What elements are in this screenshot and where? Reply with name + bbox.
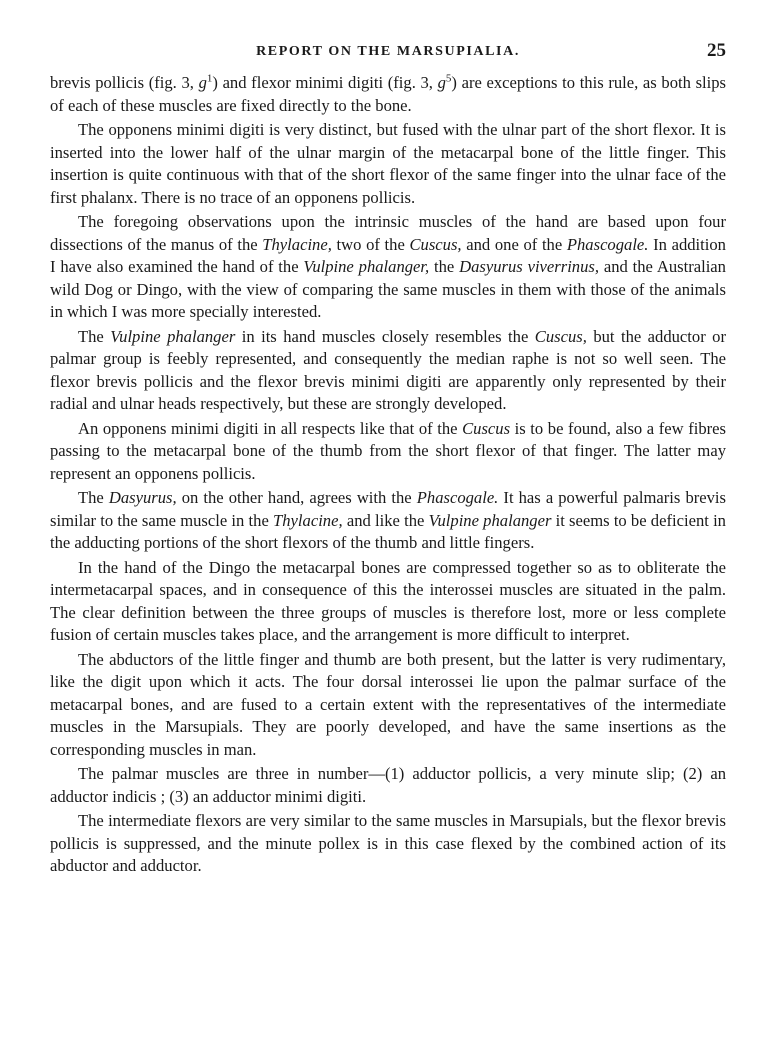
text-run: It has a powerful palmaris brevis similar to the same muscle in the [50,488,727,530]
text-run: it seems to be deficient in the adducting portions of the short flexors of the thumb and little fingers. [50,510,726,552]
italic-term: Cuscus [462,418,511,438]
page [50,38,726,880]
paragraph [50,72,726,117]
text-run: on the other hand, agrees with the [176,488,417,507]
italic-term: g [437,73,446,92]
text-run: An opponens minimi digiti in all respects like that of the [78,418,463,438]
text-run: The foregoing observations upon the intrinsic muscles of the hand are based upon four dissections of the manus of the [50,212,726,254]
running-head [50,38,726,66]
paragraph [50,418,726,486]
italic-term: Phascogale. [566,234,649,254]
text-run: the [429,257,460,276]
paragraph [50,326,726,416]
paragraph [50,557,726,647]
paragraph [50,487,726,555]
italic-term: Vulpine phalanger [110,326,236,346]
text-run: two of the [331,234,410,254]
paragraph [50,763,726,808]
text-run: The opponens minimi digiti is very distinct, but fused with the ulnar part of the short flexor. It is inserted into the lower half of the ulnar margin of the metacarpal bone of the little finger. This insertion is quite continuous with that of the short flexor of the same finger into the ulnar face of the first phalanx. There is no trace of an opponens pollicis. [50,120,726,207]
text-run: In addition I have also examined the hand of the [50,234,726,276]
italic-term: Vulpine phalanger [428,510,552,530]
page-number: 25 [707,40,726,61]
italic-term: g [198,73,207,92]
text-run: but the adductor or palmar group is feebly represented, and consequently the median raphe is not so well seen. The flexor brevis pollicis and the flexor brevis minimi digiti are apparently only represented by their radial and ulnar heads respectively, but these are strongly developed. [50,326,727,413]
text-run: brevis pollicis (fig. 3, [50,73,199,92]
superscript: 1 [206,72,213,85]
italic-term: Phascogale. [416,488,499,507]
italic-term: Vulpine phalanger, [303,257,430,276]
italic-term: Thylacine, [273,510,343,530]
text-run: and the Australian wild Dog or Dingo, with the view of comparing the same muscles in them with those of the animals in which I was more specially interested. [50,257,726,321]
paragraph [50,649,726,762]
paragraph [50,211,726,324]
text-run: in its hand muscles closely resembles the [235,326,535,346]
text-run: The [78,326,111,346]
text-run: The palmar muscles are three in number—(1) adductor pollicis, a very minute slip; (2) an adductor indicis ; (3) an adductor minimi digiti. [50,764,726,806]
italic-term: Dasyurus, [108,488,177,507]
body-text [50,72,726,878]
text-run: The [78,488,109,507]
italic-term: Thylacine, [262,234,332,254]
text-run: ) and flexor minimi digiti (fig. 3, [212,73,438,92]
text-run: In the hand of the Dingo the metacarpal bones are compressed together so as to obliterate the intermetacarpal spaces, and in consequence of this the interossei muscles are situated in the palm. The clear definition between the three groups of muscles is therefore lost, more or less complete fusion of certain muscles takes place, and the arrangement is more difficult to interpret. [50,557,726,644]
text-run: and one of the [461,234,567,254]
running-title: REPORT ON THE MARSUPIALIA. [256,44,520,59]
text-run: is to be found, also a few fibres passing to the metacarpal bone of the thumb from the short flexor of that finger. The latter may represent an opponens pollicis. [50,418,726,483]
paragraph [50,119,726,209]
italic-term: Cuscus, [409,234,462,254]
text-run: The abductors of the little finger and thumb are both present, but the latter is very rudimentary, like the digit upon which it acts. The four dorsal interossei lie upon the palmar surface of the metacarpal bones, and are fused to a certain extent with the representatives of the intermediate muscles in the Marsupials. They are poorly developed, and have the same insertions as the corresponding muscles in man. [50,649,726,759]
text-run: and like the [342,510,429,530]
text-run: ) are exceptions to this rule, as both slips of each of these muscles are fixed directly to the bone. [50,73,726,115]
paragraph [50,810,726,878]
italic-term: Cuscus, [534,326,587,346]
superscript: 5 [445,72,452,85]
italic-term: Dasyurus viverrinus, [459,257,600,276]
text-run: The intermediate flexors are very similar to the same muscles in Marsupials, but the flexor brevis pollicis is suppressed, and the minute pollex is in this case flexed by the combined action of its abductor and adductor. [50,811,726,875]
